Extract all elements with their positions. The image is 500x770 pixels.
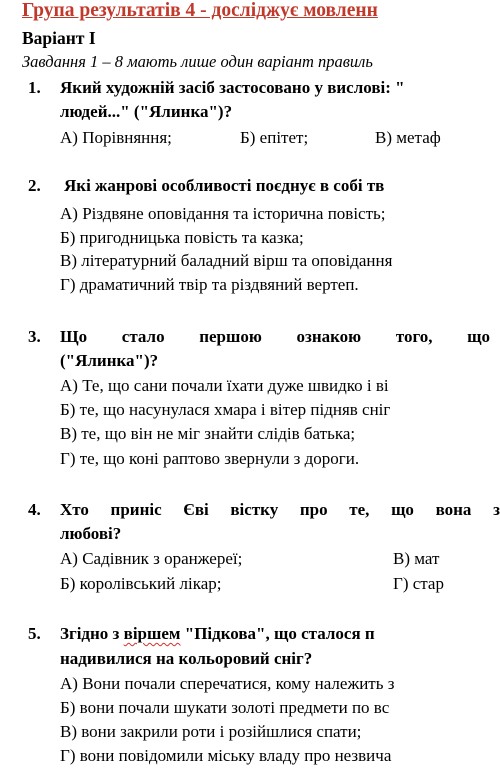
question-text-cont: надивилися на кольоровий сніг? [60,649,313,668]
word: стало [121,327,165,346]
question-number: 5. [28,624,41,643]
page-title: Група результатів 4 - досліджує мовленн [22,0,378,21]
word: ознакою [296,327,362,346]
word: вістку [230,500,279,519]
word: першою [199,327,262,346]
word: вона [435,500,472,519]
text-run: "Підкова", що сталося п [180,624,375,643]
word: про [299,500,328,519]
word: приніс [110,500,162,519]
word: з [493,500,500,519]
answer-option: Б) пригодницька повість та казка; [60,228,304,247]
question-number: 4. [28,500,41,519]
question-text-cont: ("Ялинка")? [60,351,159,370]
answer-option: А) Садівник з оранжереї; [60,549,243,568]
answer-option: А) Порівняння; [60,128,172,147]
word: що [391,500,414,519]
instruction-text: Завдання 1 – 8 мають лише один варіант правиль [22,52,373,71]
answer-option: В) літературний баладний вірш та оповідання [60,251,393,270]
answer-option: А) Різдвяне оповідання та історична повість; [60,204,386,223]
word: Хто [60,500,89,519]
answer-option: Б) королівський лікар; [60,574,222,593]
question-text: Які жанрові особливості поєднує в собі тв [64,176,385,195]
answer-option: В) вони закрили роти і розійшлися спати; [60,722,362,741]
question-number: 1. [28,78,41,97]
word: Що [60,327,88,346]
word: що [467,327,490,346]
answer-option: Г) те, що коні раптово звернули з дороги. [60,449,360,468]
variant-heading: Варіант І [22,28,96,48]
answer-option: В) мат [393,549,440,568]
word: Єві [183,500,209,519]
answer-option: В) те, що він не міг знайти слідів батька; [60,424,356,443]
answer-option: А) Вони почали сперечатися, кому належить з [60,674,395,693]
question-text [60,327,490,347]
question-number: 3. [28,327,41,346]
answer-option: Б) те, що насунулася хмара і вітер підняв сніг [60,400,391,419]
answer-option: Г) вони повідомили міську владу про незвича [60,746,392,765]
answer-option: В) метаф [375,128,441,147]
text-run: Згідно з [60,624,124,643]
question-text-cont: любові? [60,524,122,543]
answer-option: Б) вони почали шукати золоті предмети по вс [60,698,390,717]
question-text [60,500,500,520]
answer-option: Б) епітет; [240,128,309,147]
question-number: 2. [28,176,41,195]
question-text [60,624,375,644]
question-text-cont: людей..." ("Ялинка")? [60,102,233,121]
spellcheck-word: віршем [123,624,181,643]
word: того, [395,327,433,346]
answer-option: А) Те, що сани почали їхати дуже швидко і ві [60,376,389,395]
word: те, [349,500,370,519]
answer-option: Г) драматичний твір та різдвяний вертеп. [60,275,359,294]
question-text: Який художній засіб застосовано у вислові: " [60,78,405,97]
answer-option: Г) стар [393,574,444,593]
